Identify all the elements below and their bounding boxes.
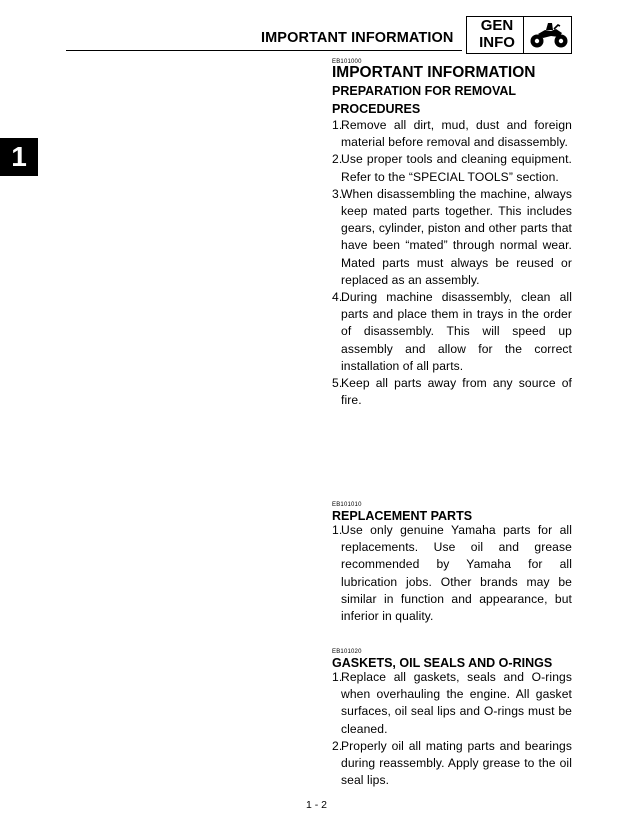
chapter-tab: 1 — [0, 138, 38, 176]
item-text: Properly oil all mating parts and bearings during reassembly. Apply grease to the oil seal lips. — [341, 738, 572, 788]
section-badge — [466, 16, 572, 54]
list-item — [332, 186, 572, 289]
section-code: EB101020 — [332, 649, 362, 655]
badge-divider — [523, 17, 524, 53]
list-item — [332, 522, 572, 625]
item-number: 3. — [332, 186, 343, 201]
item-number: 1. — [332, 118, 343, 132]
page-header-title: IMPORTANT INFORMATION — [261, 30, 454, 46]
section-subtitle: PREPARATION FOR REMOVAL PROCEDURES — [332, 84, 516, 116]
header-rule — [66, 50, 462, 51]
badge-label — [475, 17, 519, 51]
atv-quad-icon — [529, 21, 569, 49]
section-title: IMPORTANT INFORMATION — [332, 64, 536, 81]
section-subtitle: REPLACEMENT PARTS — [332, 509, 473, 523]
section-code: EB101000 — [332, 59, 362, 65]
item-number: 1. — [332, 523, 343, 537]
badge-line-info: INFO — [479, 34, 515, 51]
item-number: 5. — [332, 376, 343, 391]
item-text: Remove all dirt, mud, dust and foreign material before removal and disassembly. — [341, 118, 572, 150]
page-number: 1 - 2 — [306, 799, 328, 811]
item-text: During machine disassembly, clean all parts and place them in trays in the order of disassembly. This will speed up assembly and allow for the correct installation of all parts. — [341, 290, 572, 373]
item-text: Use proper tools and cleaning equipment. Refer to the “SPECIAL TOOLS” section. — [341, 152, 572, 184]
list-item — [332, 738, 572, 790]
item-text: Replace all gaskets, seals and O-rings when overhauling the engine. All gasket surfaces, oil seal lips and O-rings must be cleaned. — [341, 670, 572, 736]
item-number: 1. — [332, 670, 343, 684]
list-item — [332, 151, 572, 185]
item-number: 2. — [332, 152, 343, 167]
section-subtitle: GASKETS, OIL SEALS AND O-RINGS — [332, 656, 553, 670]
item-number: 4. — [332, 290, 343, 305]
procedure-list — [332, 669, 572, 789]
list-item — [332, 289, 572, 375]
section-code: EB101010 — [332, 502, 362, 508]
procedure-list — [332, 117, 572, 409]
list-item — [332, 669, 572, 738]
item-number: 2. — [332, 738, 343, 753]
badge-line-gen: GEN — [480, 17, 514, 34]
list-item — [332, 117, 572, 151]
item-text: Use only genuine Yamaha parts for all replacements. Use oil and grease recommended by Yamaha for all lubrication jobs. Other brands may be similar in function and appearance, but inferior in quality. — [341, 523, 572, 624]
item-text: Keep all parts away from any source of fire. — [341, 376, 572, 408]
list-item — [332, 375, 572, 409]
procedure-list — [332, 522, 572, 625]
item-text: When disassembling the machine, always keep mated parts together. This includes gears, cylinder, piston and other parts that have been “mated” through normal wear. Mated parts must always be reused or replaced as an assembly. — [341, 186, 572, 287]
